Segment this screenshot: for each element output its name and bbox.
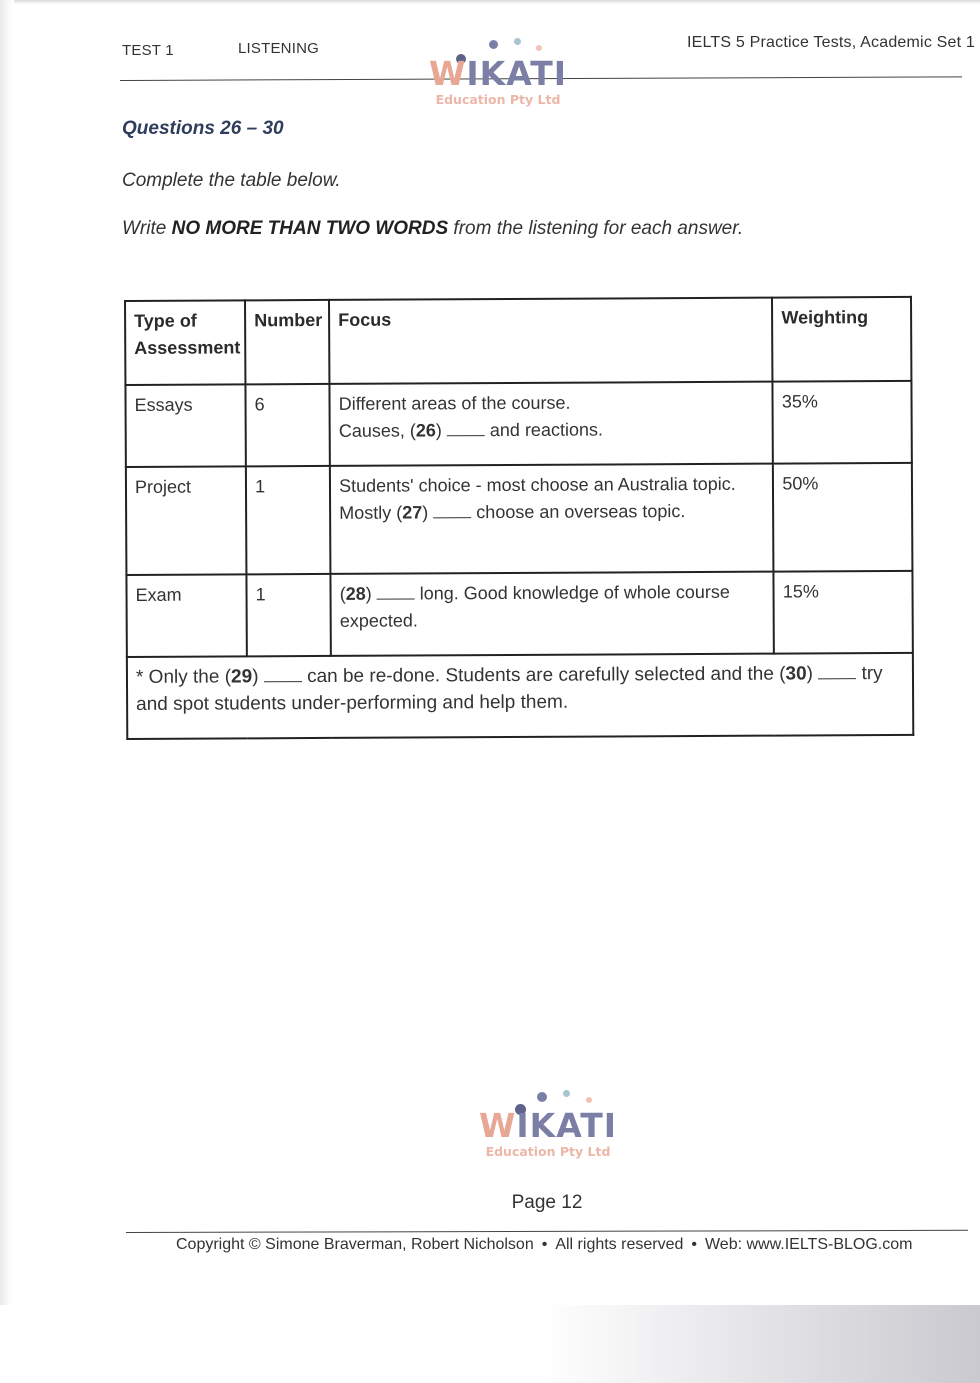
copyright-text: Copyright © Simone Braverman, Robert Nicholson	[176, 1236, 534, 1253]
focus-line: Students' choice - most choose an Australia topic.	[339, 473, 736, 496]
question-number-26: 26	[415, 420, 436, 441]
question-number-27: 27	[402, 502, 423, 523]
focus-line: Different areas of the course.	[338, 392, 571, 414]
table-header-row	[125, 297, 911, 385]
col-header-weighting: Weighting	[772, 297, 911, 382]
logo-wordmark: WIKATI	[428, 54, 568, 93]
question-number-30: 30	[785, 663, 807, 685]
header-test-label: TEST 1	[122, 42, 174, 59]
focus-line-with-blank: (28) long. Good knowledge of whole course expected.	[339, 581, 730, 631]
logo-dot-light	[514, 38, 521, 45]
cell-weighting: 15%	[774, 571, 913, 654]
logo-dot-peach	[586, 1097, 592, 1103]
copyright-line: Copyright © Simone Braverman, Robert Nicholson • All rights reserved • Web: www.IELTS-BLOG.com	[176, 1236, 913, 1253]
answer-blank-27[interactable]	[433, 503, 471, 518]
cell-type: Project	[126, 466, 247, 575]
cell-type: Essays	[125, 384, 246, 467]
focus-line-with-blank: Mostly (27) choose an overseas topic.	[339, 501, 686, 523]
assessment-table	[124, 296, 914, 740]
assessment-table-wrap	[124, 296, 914, 738]
logo-subtitle: Education Pty Ltd	[435, 92, 561, 107]
rights-text: All rights reserved	[555, 1236, 684, 1253]
answer-blank-26[interactable]	[447, 421, 485, 436]
cell-number: 1	[246, 466, 331, 574]
cell-weighting: 35%	[773, 381, 912, 464]
logo-dot-dark	[537, 1092, 547, 1102]
table-row	[125, 381, 911, 467]
answer-blank-30[interactable]	[818, 664, 856, 679]
cell-weighting: 50%	[773, 463, 912, 572]
table-note: * Only the (29) can be re-done. Students are carefully selected and the (30) try and spot students under-performing and help them.	[127, 653, 913, 739]
col-header-focus: Focus	[329, 298, 773, 384]
question-number-29: 29	[230, 666, 253, 688]
page-number: Page 12	[511, 1192, 583, 1213]
cell-number: 1	[247, 574, 331, 656]
cell-focus	[330, 382, 774, 466]
footer-rule	[126, 1230, 968, 1233]
question-number-28: 28	[345, 583, 366, 604]
scan-edge-left	[0, 0, 14, 1383]
wikati-logo-bottom	[468, 1088, 628, 1164]
wikati-logo-top	[418, 36, 578, 112]
col-header-number: Number	[245, 300, 329, 384]
logo-subtitle: Education Pty Ltd	[485, 1144, 611, 1159]
word-limit-emphasis: NO MORE THAN TWO WORDS	[171, 218, 449, 239]
questions-heading: Questions 26 – 30	[122, 118, 284, 139]
col-header-type: Type of Assessment	[125, 300, 246, 385]
table-note-row	[127, 653, 913, 739]
answer-blank-28[interactable]	[377, 584, 415, 599]
header-section-label: LISTENING	[238, 40, 319, 57]
table-row	[126, 571, 912, 657]
instruction-complete-table: Complete the table below.	[122, 170, 341, 191]
table-row	[126, 463, 913, 575]
logo-dot-peach	[536, 45, 542, 51]
cell-focus	[331, 572, 775, 656]
scan-edge-top	[0, 0, 980, 4]
cell-type: Exam	[126, 574, 247, 657]
focus-line-with-blank: Causes, (26) and reactions.	[338, 419, 604, 441]
cell-number: 6	[246, 384, 330, 466]
scan-shadow-bottom	[0, 1305, 980, 1383]
logo-dot-dark	[489, 40, 498, 49]
logo-dot-light	[563, 1090, 570, 1097]
instruction-word-limit: Write NO MORE THAN TWO WORDS from the listening for each answer.	[122, 218, 744, 239]
logo-wordmark: WIKATI	[478, 1106, 618, 1145]
cell-focus	[330, 464, 774, 574]
header-book-title: IELTS 5 Practice Tests, Academic Set 1	[687, 34, 976, 51]
answer-blank-29[interactable]	[264, 667, 302, 682]
website-text: Web: www.IELTS-BLOG.com	[704, 1236, 913, 1253]
